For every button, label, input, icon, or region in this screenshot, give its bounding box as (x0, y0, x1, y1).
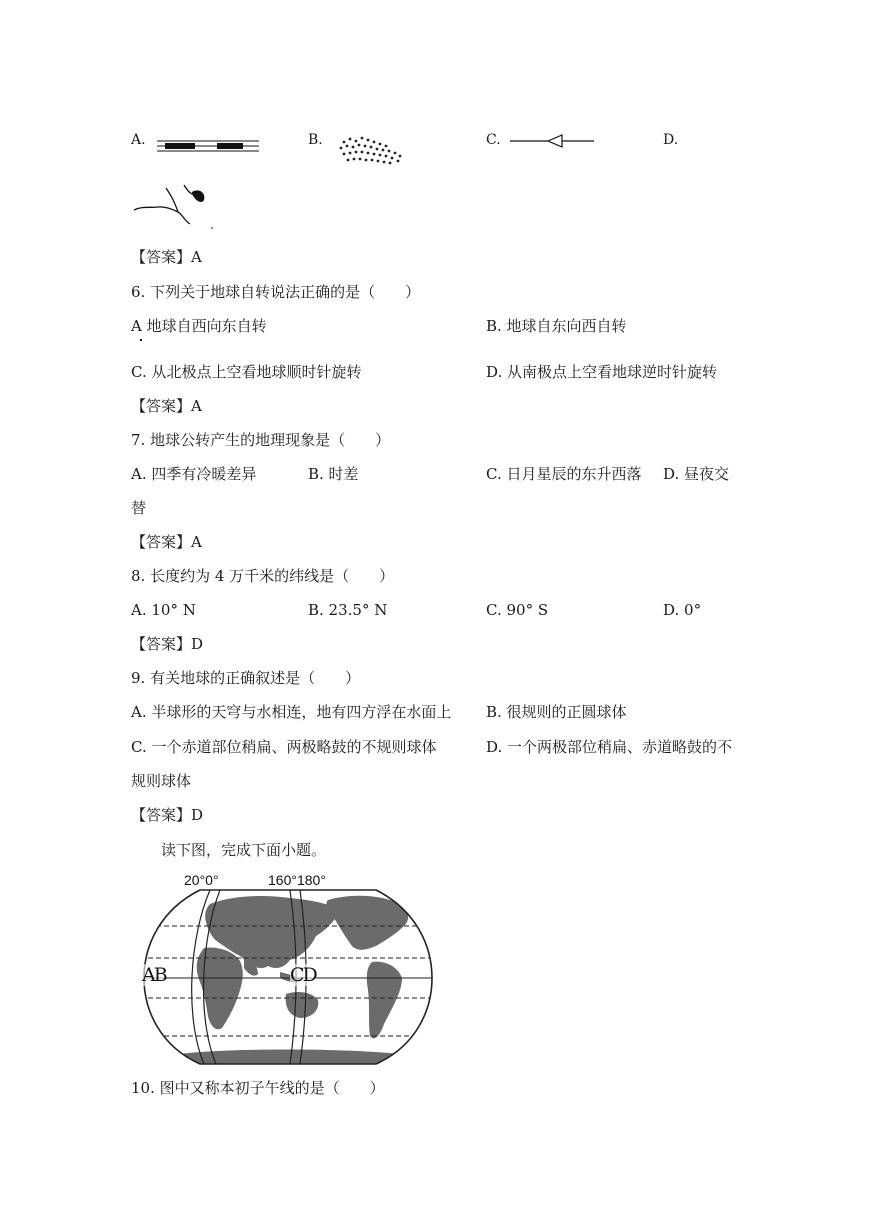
q6-option-b: B. 地球自东向西自转 (486, 317, 627, 335)
world-map-figure (140, 872, 436, 1068)
q5-option-c-letter: C. (486, 132, 501, 148)
q6-stem: 6. 下列关于地球自转说法正确的是（ ） (131, 283, 421, 301)
map-label-160-180: 160°180° (268, 872, 326, 888)
q5-option-d-letter: D. (663, 132, 679, 148)
q9-stem: 9. 有关地球的正确叙述是（ ） (131, 669, 361, 687)
q10-stem: 10. 图中又称本初子午线的是（ ） (131, 1079, 385, 1097)
q6-option-d: D. 从南极点上空看地球逆时针旋转 (486, 363, 718, 381)
q8-option-d: D. 0° (663, 601, 702, 619)
stray-dot (140, 339, 142, 341)
triangle-arrow-symbol (510, 132, 594, 150)
q5-answer: 【答案】A (131, 248, 202, 266)
map-label-cd: CD (290, 964, 316, 986)
q6-option-a: A 地球自西向东自转 (131, 317, 267, 335)
q7-stem: 7. 地球公转产生的地理现象是（ ） (131, 431, 391, 449)
map-label-20-0: 20°0° (184, 872, 219, 888)
q6-answer: 【答案】A (131, 397, 202, 415)
q9-answer: 【答案】D (131, 806, 204, 824)
scale-bar-symbol (157, 140, 259, 152)
stipple-symbol (336, 134, 406, 166)
q7-answer: 【答案】A (131, 533, 202, 551)
q9-option-b: B. 很规则的正圆球体 (486, 703, 627, 721)
q9-option-c: C. 一个赤道部位稍扁、两极略鼓的不规则球体 (131, 738, 437, 756)
q8-answer: 【答案】D (131, 635, 204, 653)
q9-option-d: D. 一个两极部位稍扁、赤道略鼓的不 (486, 738, 733, 756)
river-lake-symbol (132, 180, 216, 230)
q8-stem: 8. 长度约为 4 万千米的纬线是（ ） (131, 567, 395, 585)
map-label-ab: AB (142, 964, 166, 986)
q5-option-a-letter: A. (131, 132, 146, 148)
q7-option-b: B. 时差 (308, 465, 359, 483)
q7-option-d: D. 昼夜交 (663, 465, 730, 483)
q7-option-a: A. 四季有冷暖差异 (131, 465, 257, 483)
q5-option-b-letter: B. (308, 132, 323, 148)
q9-option-a: A. 半球形的天穹与水相连，地有四方浮在水面上 (131, 703, 452, 721)
q7-option-c: C. 日月星辰的东升西落 (486, 465, 642, 483)
q8-option-b: B. 23.5° N (308, 601, 388, 619)
world-map-graphic (140, 886, 436, 1068)
q8-option-a: A. 10° N (131, 601, 196, 619)
q7-option-d-continued: 替 (131, 499, 147, 517)
q6-option-c: C. 从北极点上空看地球顺时针旋转 (131, 363, 362, 381)
q9-option-d-continued: 规则球体 (131, 772, 192, 790)
q8-option-c: C. 90° S (486, 601, 549, 619)
reading-instruction: 读下图，完成下面小题。 (161, 841, 327, 859)
